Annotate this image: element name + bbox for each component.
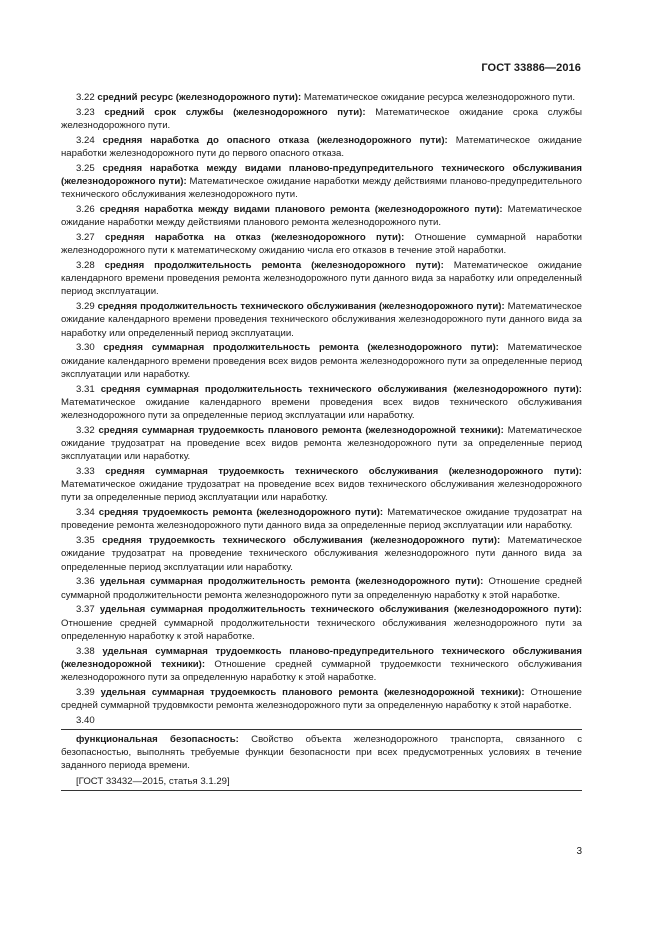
definition-item [61,259,582,299]
definition-number: 3.30 [76,342,95,354]
definition-item [61,534,582,574]
definition-item [61,106,582,132]
definition-text: Отношение средней суммарной трудоемкости технического обслуживания железнодорожного пути за определенную наработку к этой наработке. [61,658,582,684]
definition-number: 3.35 [76,535,95,547]
definition-number: 3.33 [76,466,95,478]
definition-term: средняя суммарная трудоемкость планового ремонта (железнодорожной техники): [98,424,504,436]
definition-term: средняя наработка между видами планово-предупредительного технического обслуживания (железнодорожного пути): [61,162,582,187]
definition-item [61,506,582,532]
definition-term: удельная суммарная трудоемкость планового ремонта (железнодорожной техники): [100,686,525,698]
definition-item [61,645,582,685]
definition-term: средняя продолжительность технического обслуживания (железнодорожного пути): [97,301,505,313]
definition-term: средняя суммарная продолжительность технического обслуживания (железнодорожного пути): [100,383,582,395]
definition-term: средняя суммарная продолжительность ремонта (железнодорожного пути): [103,342,499,354]
definition-term: средняя продолжительность ремонта (железнодорожного пути): [104,260,444,271]
definition-text: Математическое ожидание трудозатрат на проведение всех видов ремонта железнодорожного пути за определенные период эксплуатации или наработку. [61,424,583,463]
definition-number: 3.37 [76,604,95,616]
definition-item [61,300,582,340]
definition-number: 3.31 [76,383,95,395]
definition-text: Отношение средней суммарной продолжительности ремонта железнодорожного пути за определенную наработку к этой наработке. [61,576,583,601]
definition-item [61,575,582,601]
definition-number: 3.28 [76,260,95,271]
definition-number: 3.22 [76,92,95,103]
definition-term: средняя трудоемкость технического обслуживания (железнодорожного пути): [102,535,501,547]
definition-item [61,686,582,712]
definition-text: Математическое ожидание календарного времени проведения всех видов технического обслуживания железнодорожного пути за определенные период эксплуатации или наработку. [61,396,582,422]
definition-text: Математическое ожидание ресурса железнодорожного пути. [303,92,576,103]
definition-term: средний ресурс (железнодорожного пути): [97,92,302,103]
definition-number: 3.29 [76,301,95,313]
standard-header: ГОСТ 33886—2016 [481,62,581,74]
definition-item [61,203,582,229]
definition-item [61,341,582,381]
definition-text: Отношение средней суммарной продолжительности технического обслуживания железнодорожного пути за определенную наработку к этой наработке. [61,617,582,642]
definition-text: Математическое ожидание трудозатрат на проведение ремонта железнодорожного пути данного вида за определенные период эксплуатации или наработку. [61,507,582,532]
quoted-definition-text: Свойство объекта железнодорожного транспорта, связанного с безопасностью, выполнять требуемые функции безопасности при всех предусмотренных условиях в течение заданного периода времени. [61,734,582,772]
definition-text: Математическое ожидание трудозатрат на проведение технического обслуживания железнодорожного пути данного вида за определенные период эксплуатации или наработку. [61,535,583,573]
definition-item [61,424,582,464]
definition-number: 3.38 [76,645,95,657]
page-number: 3 [576,846,582,857]
definition-term: средняя наработка между видами планового ремонта (железнодорожного пути): [99,204,503,215]
definition-number: 3.39 [76,686,95,698]
definition-term: удельная суммарная продолжительность ремонта (железнодорожного пути): [99,576,484,588]
quoted-definition-term: функциональная безопасность: [76,734,239,746]
definition-term: средняя наработка до опасного отказа (железнодорожного пути): [102,134,448,146]
definition-text: Математическое ожидание наработки между действиями планового ремонта железнодорожного пути. [61,204,582,229]
definition-text: Отношение средней суммарной трудовмкости ремонта железнодорожного пути за определенную наработку к этой наработке. [61,686,582,712]
definitions-list [61,91,582,712]
definition-text: Математическое ожидание наработки железнодорожного пути до первого опасного отказа. [61,134,583,159]
definition-text: Математическое ожидание календарного времени проведения всех видов ремонта железнодорожного пути за определенные период эксплуатации или наработку. [61,342,583,380]
definition-item [61,603,582,643]
quoted-definition-reference: [ГОСТ 33432—2015, статья 3.1.29] [76,775,230,787]
definition-text: Математическое ожидание календарного времени проведения ремонта железнодорожного пути данного вида за наработку или определенный период эксплуатации. [61,260,582,298]
definition-number: 3.25 [76,162,95,174]
definition-number: 3.32 [76,424,95,436]
definition-number: 3.26 [76,204,95,215]
definition-text: Математическое ожидание календарного времени проведения технического обслуживания железнодорожного пути данного вида за наработку или определенный период эксплуатации. [61,301,583,339]
definition-text: Математическое ожидание наработки между действиями планово-предупредительного технического обслуживания железнодорожного пути. [61,176,583,201]
definition-term: удельная суммарная трудоемкость планово-предупредительного технического обслуживания (железнодорожной техники): [61,645,583,670]
definition-number: 3.23 [76,106,95,118]
definition-item [61,91,582,104]
definition-term: удельная суммарная продолжительность технического обслуживания (железнодорожного пути): [99,604,583,616]
definition-term: средняя наработка на отказ (железнодорожного пути): [105,232,405,243]
quoted-definition [61,733,582,773]
definition-text: Математическое ожидание трудозатрат на проведение всех видов технического обслуживания железнодорожного пути за определенные период эксплуатации или наработку. [61,479,582,504]
definition-term: средняя суммарная трудоемкость технического обслуживания (железнодорожного пути): [105,466,582,478]
definition-item [61,231,582,257]
definition-number: 3.24 [76,134,95,146]
definition-term: средняя трудоемкость ремонта (железнодорожного пути): [98,507,384,519]
definition-item [61,383,582,423]
last-item-number: 3.40 [76,714,95,726]
definition-number: 3.36 [76,576,95,588]
definition-item [61,162,582,202]
document-body [61,91,582,791]
definition-item [61,465,582,505]
quoted-definition-box [61,729,582,791]
definition-text: Математическое ожидание срока службы железнодорожного пути. [61,106,582,131]
definition-item [61,134,582,160]
definition-term: средний срок службы (железнодорожного пути): [104,106,366,118]
definition-text: Отношение суммарной наработки железнодорожного пути к математическому ожиданию числа его отказов в течение этой наработки. [61,232,583,257]
definition-number: 3.27 [76,232,95,243]
definition-number: 3.34 [76,507,95,519]
